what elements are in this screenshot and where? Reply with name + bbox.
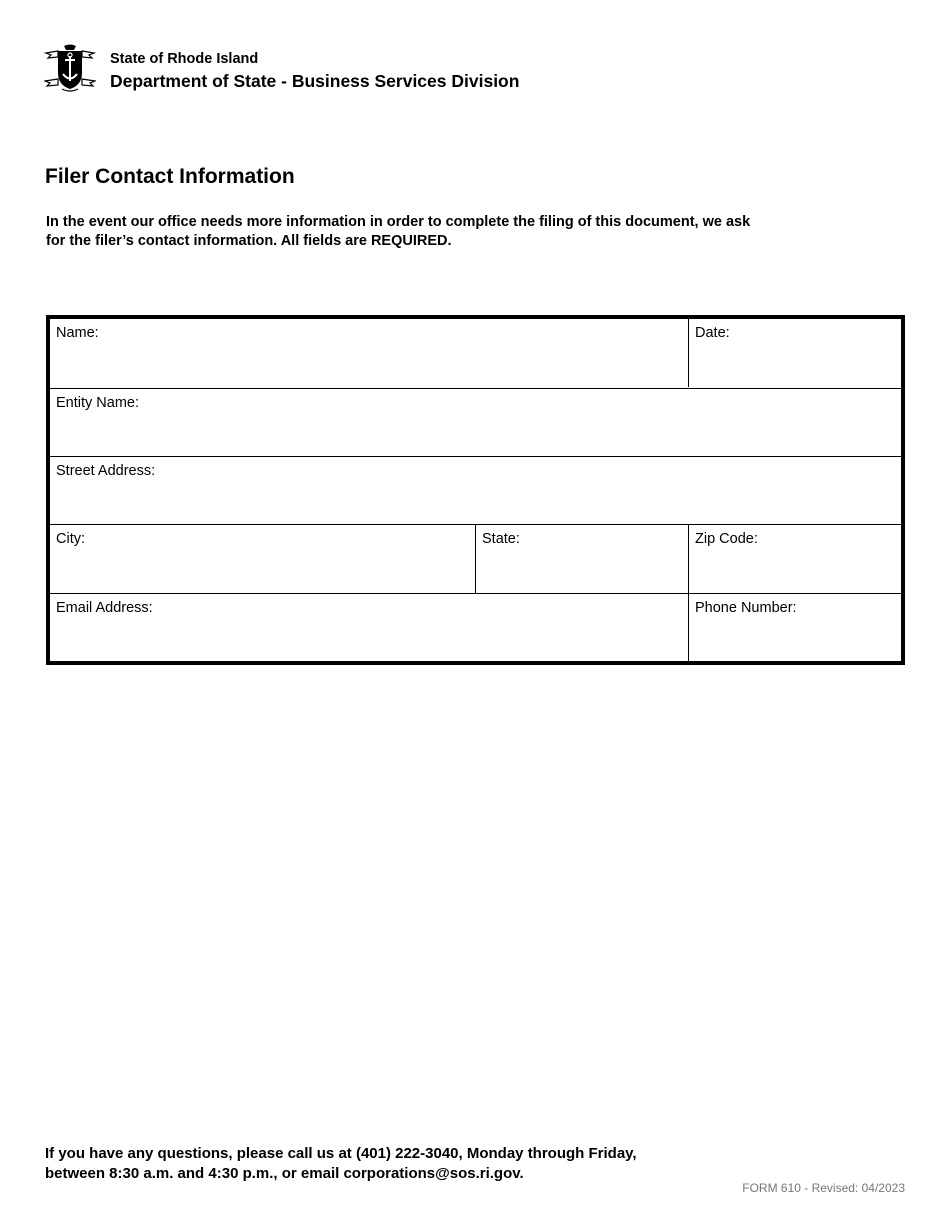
form-row-email-phone [50, 593, 901, 662]
street-address-label: Street Address: [56, 463, 156, 479]
form-row-entity-name [50, 388, 901, 457]
entity-name-input[interactable] [56, 429, 895, 451]
intro-line-2: for the filer’s contact information. All fields are REQUIRED. [46, 233, 452, 249]
phone-number-label: Phone Number: [695, 600, 797, 616]
page-title: Filer Contact Information [45, 165, 295, 188]
footer-contact-text [45, 1144, 637, 1183]
form-row-city-state-zip [50, 524, 901, 593]
name-label: Name: [56, 325, 99, 341]
street-address-cell [50, 457, 901, 525]
street-address-input[interactable] [56, 497, 895, 519]
footer-line-1: If you have any questions, please call us at (401) 222-3040, Monday through Friday, [45, 1145, 637, 1162]
state-label: State: [482, 531, 520, 547]
date-cell [688, 319, 901, 387]
zip-code-cell [688, 525, 901, 593]
form-revision-id: FORM 610 - Revised: 04/2023 [742, 1181, 905, 1195]
phone-number-cell [688, 594, 901, 662]
city-cell [50, 525, 475, 593]
email-address-input[interactable] [56, 634, 682, 656]
form-row-name-date [50, 319, 901, 387]
zip-code-input[interactable] [695, 565, 895, 587]
intro-line-1: In the event our office needs more information in order to complete the filing of this document, we ask [46, 214, 751, 230]
name-input[interactable] [56, 359, 682, 381]
city-input[interactable] [56, 565, 469, 587]
entity-name-label: Entity Name: [56, 395, 139, 411]
contact-form-table [46, 315, 905, 665]
form-row-street-address [50, 456, 901, 525]
email-address-label: Email Address: [56, 600, 153, 616]
phone-number-input[interactable] [695, 634, 895, 656]
rhode-island-seal-icon [44, 43, 96, 93]
department-name: Department of State - Business Services Division [110, 71, 520, 91]
intro-text [46, 213, 846, 251]
state-cell [475, 525, 688, 593]
zip-code-label: Zip Code: [695, 531, 758, 547]
entity-name-cell [50, 389, 901, 457]
date-label: Date: [695, 325, 730, 341]
header-text [110, 51, 519, 92]
footer-line-2: between 8:30 a.m. and 4:30 p.m., or email corporations@sos.ri.gov. [45, 1164, 524, 1182]
page-header [44, 43, 644, 95]
city-label: City: [56, 531, 85, 547]
state-name: State of Rhode Island [110, 51, 259, 67]
name-cell [50, 319, 688, 387]
email-address-cell [50, 594, 688, 662]
state-input[interactable] [482, 565, 682, 587]
date-input[interactable] [695, 359, 895, 381]
